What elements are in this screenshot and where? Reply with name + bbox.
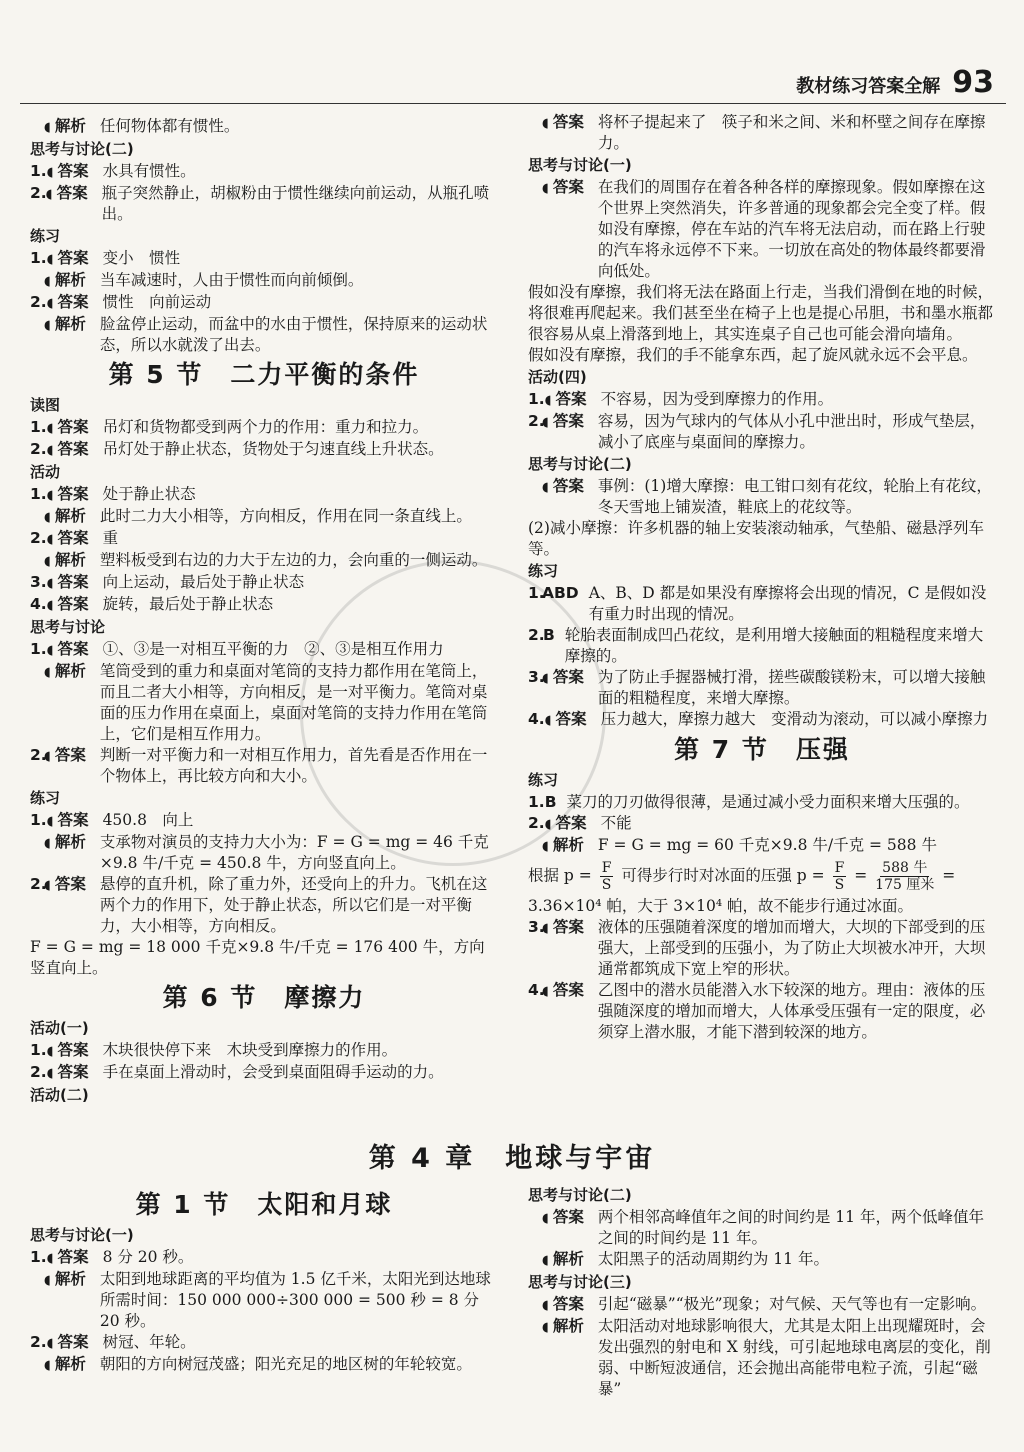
analysis-item: ◖ 解析 脸盆停止运动，而盆中的水由于惯性，保持原来的运动状态，所以水就泼了出去。 xyxy=(30,314,498,356)
calculation-line: 3.36×10⁴ 帕，大于 3×10⁴ 帕，故不能步行通过冰面。 xyxy=(528,897,914,915)
analysis-item: ◖ 解析 太阳活动对地球影响很大，尤其是太阳上出现耀斑时，会发出强烈的射电和 X 射线，可引起地球电离层的变化，削弱、中断短波通信，还会抛出高能带电粒子流，引起“磁暴” xyxy=(528,1316,996,1400)
answer-item: 1. ◖ 答案 8 分 20 秒。 xyxy=(30,1247,498,1269)
answer-item: 2. ◖ 答案 树冠、年轮。 xyxy=(30,1332,498,1354)
answer-item: 1. ◖ 答案 处于静止状态 xyxy=(30,484,498,506)
answer-item: 4. ◖ 答案 乙图中的潜水员能潜入水下较深的地方。理由：液体的压强随深度的增加而增大，人体承受压强有一定的限度，必须穿上潜水服，才能下潜到较深的地方。 xyxy=(528,980,996,1043)
section-label: 思考与讨论(一) xyxy=(30,1226,134,1244)
answer-item: 1. ABD A、B、D 都是如果没有摩擦将会出现的情况，C 是假如没有重力时出现的情况。 xyxy=(528,584,987,623)
section-heading: 第 5 节 二力平衡的条件 xyxy=(108,360,420,389)
page-number: 93 xyxy=(952,65,994,100)
header-rule xyxy=(20,103,1006,104)
answer-item: 4. ◖ 答案 旋转，最后处于静止状态 xyxy=(30,594,498,616)
answer-item: 2. ◖ 答案 惯性 向前运动 xyxy=(30,292,498,314)
answer-item: 2. ◖ 答案 悬停的直升机，除了重力外，还受向上的升力。飞机在这两个力的作用下，处于静止状态，所以它们是一对平衡力，大小相等，方向相反。 xyxy=(30,874,498,937)
paragraph: 假如没有摩擦，我们将无法在路面上行走，当我们滑倒在地的时候，将很难再爬起来。我们甚至坐在椅子上也是提心吊胆，书和墨水瓶都很容易从桌上滑落到地上，其实连桌子自己也可能会滑向墙角。 xyxy=(528,283,994,343)
formula-line: 根据 p = $\frac{F}{S}$ 可得步行时对冰面的压强 p = $\frac{F}{S}$ = $\frac{\text{588 牛}}{\text{175 厘米}}$ = xyxy=(528,860,956,893)
section-label: 练习 xyxy=(528,771,559,789)
section-label: 思考与讨论(三) xyxy=(528,1273,632,1291)
analysis-item: ◖ 解析 支承物对演员的支持力大小为：F = G = mg = 46 千克×9.8 牛/千克 = 450.8 牛，方向竖直向上。 xyxy=(30,832,498,874)
answer-item: ◖ 答案 引起“磁暴”“极光”现象；对气候、天气等也有一定影响。 xyxy=(528,1294,996,1316)
section-heading: 第 7 节 压强 xyxy=(674,735,850,764)
section-label: 思考与讨论(一) xyxy=(528,156,632,174)
section-label: 练习 xyxy=(30,227,61,245)
answer-item: 1. ◖ 答案 木块很快停下来 木块受到摩擦力的作用。 xyxy=(30,1040,498,1062)
analysis-item: ◖ 解析 太阳黑子的活动周期约为 11 年。 xyxy=(528,1249,996,1271)
section-heading: 第 1 节 太阳和月球 xyxy=(135,1190,393,1219)
answer-item: 2. ◖ 答案 瓶子突然静止，胡椒粉由于惯性继续向前运动，从瓶孔喷出。 xyxy=(30,183,498,225)
book-title: 教材练习答案全解 xyxy=(796,76,941,97)
page-header xyxy=(796,64,994,98)
bottom-right-column xyxy=(528,1184,996,1400)
analysis-item: ◖ 解析 F = G = mg = 60 千克×9.8 牛/千克 = 588 牛 xyxy=(528,835,996,857)
answer-item: 1. ◖ 答案 不容易，因为受到摩擦力的作用。 xyxy=(528,389,996,411)
analysis-item: ◖ 解析 太阳到地球距离的平均值为 1.5 亿千米，太阳光到达地球所需时间：150 000 000÷300 000 = 500 秒 = 8 分 20 秒。 xyxy=(30,1269,498,1332)
fraction: $\frac{\text{588 牛}}{\text{175 厘米}}$ xyxy=(875,860,935,893)
answer-item: 3. ◖ 答案 向上运动，最后处于静止状态 xyxy=(30,572,498,594)
analysis-item: ◖ 解析 此时二力大小相等，方向相反，作用在同一条直线上。 xyxy=(30,506,498,528)
bottom-left-column xyxy=(30,1190,498,1376)
answer-item: 3. ◖ 答案 液体的压强随着深度的增加而增大，大坝的下部受到的压强大，上部受到的压强小，为了防止大坝被水冲开，大坝通常都筑成下宽上窄的形状。 xyxy=(528,917,996,980)
calculation-line: F = G = mg = 18 000 千克×9.8 牛/千克 = 176 400 牛，方向竖直向上。 xyxy=(30,938,485,977)
analysis-item: ◖ 解析 笔筒受到的重力和桌面对笔筒的支持力都作用在笔筒上，而且二者大小相等，方向相反，是一对平衡力。笔筒对桌面的压力作用在桌面上，桌面对笔筒的支持力作用在笔筒上，它们是相互作用力。 xyxy=(30,661,498,745)
analysis-item: ◖ 解析 朝阳的方向树冠茂盛；阳光充足的地区树的年轮较宽。 xyxy=(30,1354,498,1376)
answer-item: ◖ 答案 将杯子提起来了 筷子和米之间、米和杯壁之间存在摩擦力。 xyxy=(528,112,996,154)
analysis-item: ◖ 解析 塑料板受到右边的力大于左边的力，会向重的一侧运动。 xyxy=(30,550,498,572)
section-label: 思考与讨论 xyxy=(30,618,106,636)
section-label: 读图 xyxy=(30,396,61,414)
fraction: $\frac{F}{S}$ xyxy=(601,860,612,893)
answer-item: 2. B 轮胎表面制成凹凸花纹，是利用增大接触面的粗糙程度来增大摩擦的。 xyxy=(528,626,984,665)
chapter-heading: 第 4 章 地球与宇宙 xyxy=(368,1143,656,1174)
answer-item: ◖ 答案 事例：(1)增大摩擦：电工钳口刻有花纹，轮胎上有花纹，冬天雪地上铺炭渣，鞋底上的花纹等。 xyxy=(528,476,996,518)
section-label: 练习 xyxy=(528,562,559,580)
answer-item: 2. ◖ 答案 吊灯处于静止状态，货物处于匀速直线上升状态。 xyxy=(30,439,498,461)
left-column xyxy=(30,116,498,1107)
section-label: 思考与讨论(二) xyxy=(528,1186,632,1204)
answer-item: ◖ 答案 两个相邻高峰值年之间的时间约是 11 年，两个低峰值年之间的时间约是 11 年。 xyxy=(528,1207,996,1249)
answer-item: 2. ◖ 答案 手在桌面上滑动时，会受到桌面阻碍手运动的力。 xyxy=(30,1062,498,1084)
section-label: 活动 xyxy=(30,463,61,481)
answer-item: 4. ◖ 答案 压力越大，摩擦力越大 变滑动为滚动，可以减小摩擦力 xyxy=(528,709,996,731)
paragraph: (2)减小摩擦：许多机器的轴上安装滚动轴承，气垫船、磁悬浮列车等。 xyxy=(528,519,984,558)
answer-item: 3. ◖ 答案 为了防止手握器械打滑，搓些碳酸镁粉末，可以增大接触面的粗糙程度，来增大摩擦。 xyxy=(528,667,996,709)
analysis-badge: ◖ 解析 xyxy=(44,116,86,138)
right-column xyxy=(528,112,996,1043)
section-heading: 第 6 节 摩擦力 xyxy=(162,983,366,1012)
answer-item: ◖ 解析 任何物体都有惯性。 xyxy=(30,116,498,138)
paragraph: 假如没有摩擦，我们的手不能拿东西，起了旋风就永远不会平息。 xyxy=(528,346,978,364)
answer-item: 2. ◖ 答案 重 xyxy=(30,528,498,550)
section-label: 活动(二) xyxy=(30,1086,89,1104)
section-label: 活动(四) xyxy=(528,368,587,386)
fraction: $\frac{F}{S}$ xyxy=(834,860,845,893)
answer-item: 1. ◖ 答案 ①、③是一对相互平衡的力 ②、③是相互作用力 xyxy=(30,639,498,661)
answer-item: 1. B 菜刀的刀刃做得很薄，是通过减小受力面积来增大压强的。 xyxy=(528,793,970,811)
answer-item: 2. ◖ 答案 不能 xyxy=(528,813,996,835)
section-label: 思考与讨论(二) xyxy=(30,140,134,158)
section-label: 活动(一) xyxy=(30,1019,89,1037)
analysis-item: ◖ 解析 当车减速时，人由于惯性而向前倾倒。 xyxy=(30,270,498,292)
section-label: 练习 xyxy=(30,789,61,807)
answer-item: 2. ◖ 答案 判断一对平衡力和一对相互作用力，首先看是否作用在一个物体上，再比较方向和大小。 xyxy=(30,745,498,787)
answer-item: 1. ◖ 答案 水具有惯性。 xyxy=(30,161,498,183)
answer-item: 1. ◖ 答案 吊灯和货物都受到两个力的作用：重力和拉力。 xyxy=(30,417,498,439)
section-label: 思考与讨论(二) xyxy=(528,455,632,473)
answer-item: ◖ 答案 在我们的周围存在着各种各样的摩擦现象。假如摩擦在这个世界上突然消失，许多普通的现象都会完全变了样。假如没有摩擦，停在车站的汽车将无法启动，而在路上行驶的汽车将永远停不下来。一切放在高处的物体最终都要滑向低处。 xyxy=(528,177,996,282)
answer-item: 2. ◖ 答案 容易，因为气球内的气体从小孔中泄出时，形成气垫层，减小了底座与桌面间的摩擦力。 xyxy=(528,411,996,453)
answer-item: 1. ◖ 答案 450.8 向上 xyxy=(30,810,498,832)
answer-item: 1. ◖ 答案 变小 惯性 xyxy=(30,248,498,270)
